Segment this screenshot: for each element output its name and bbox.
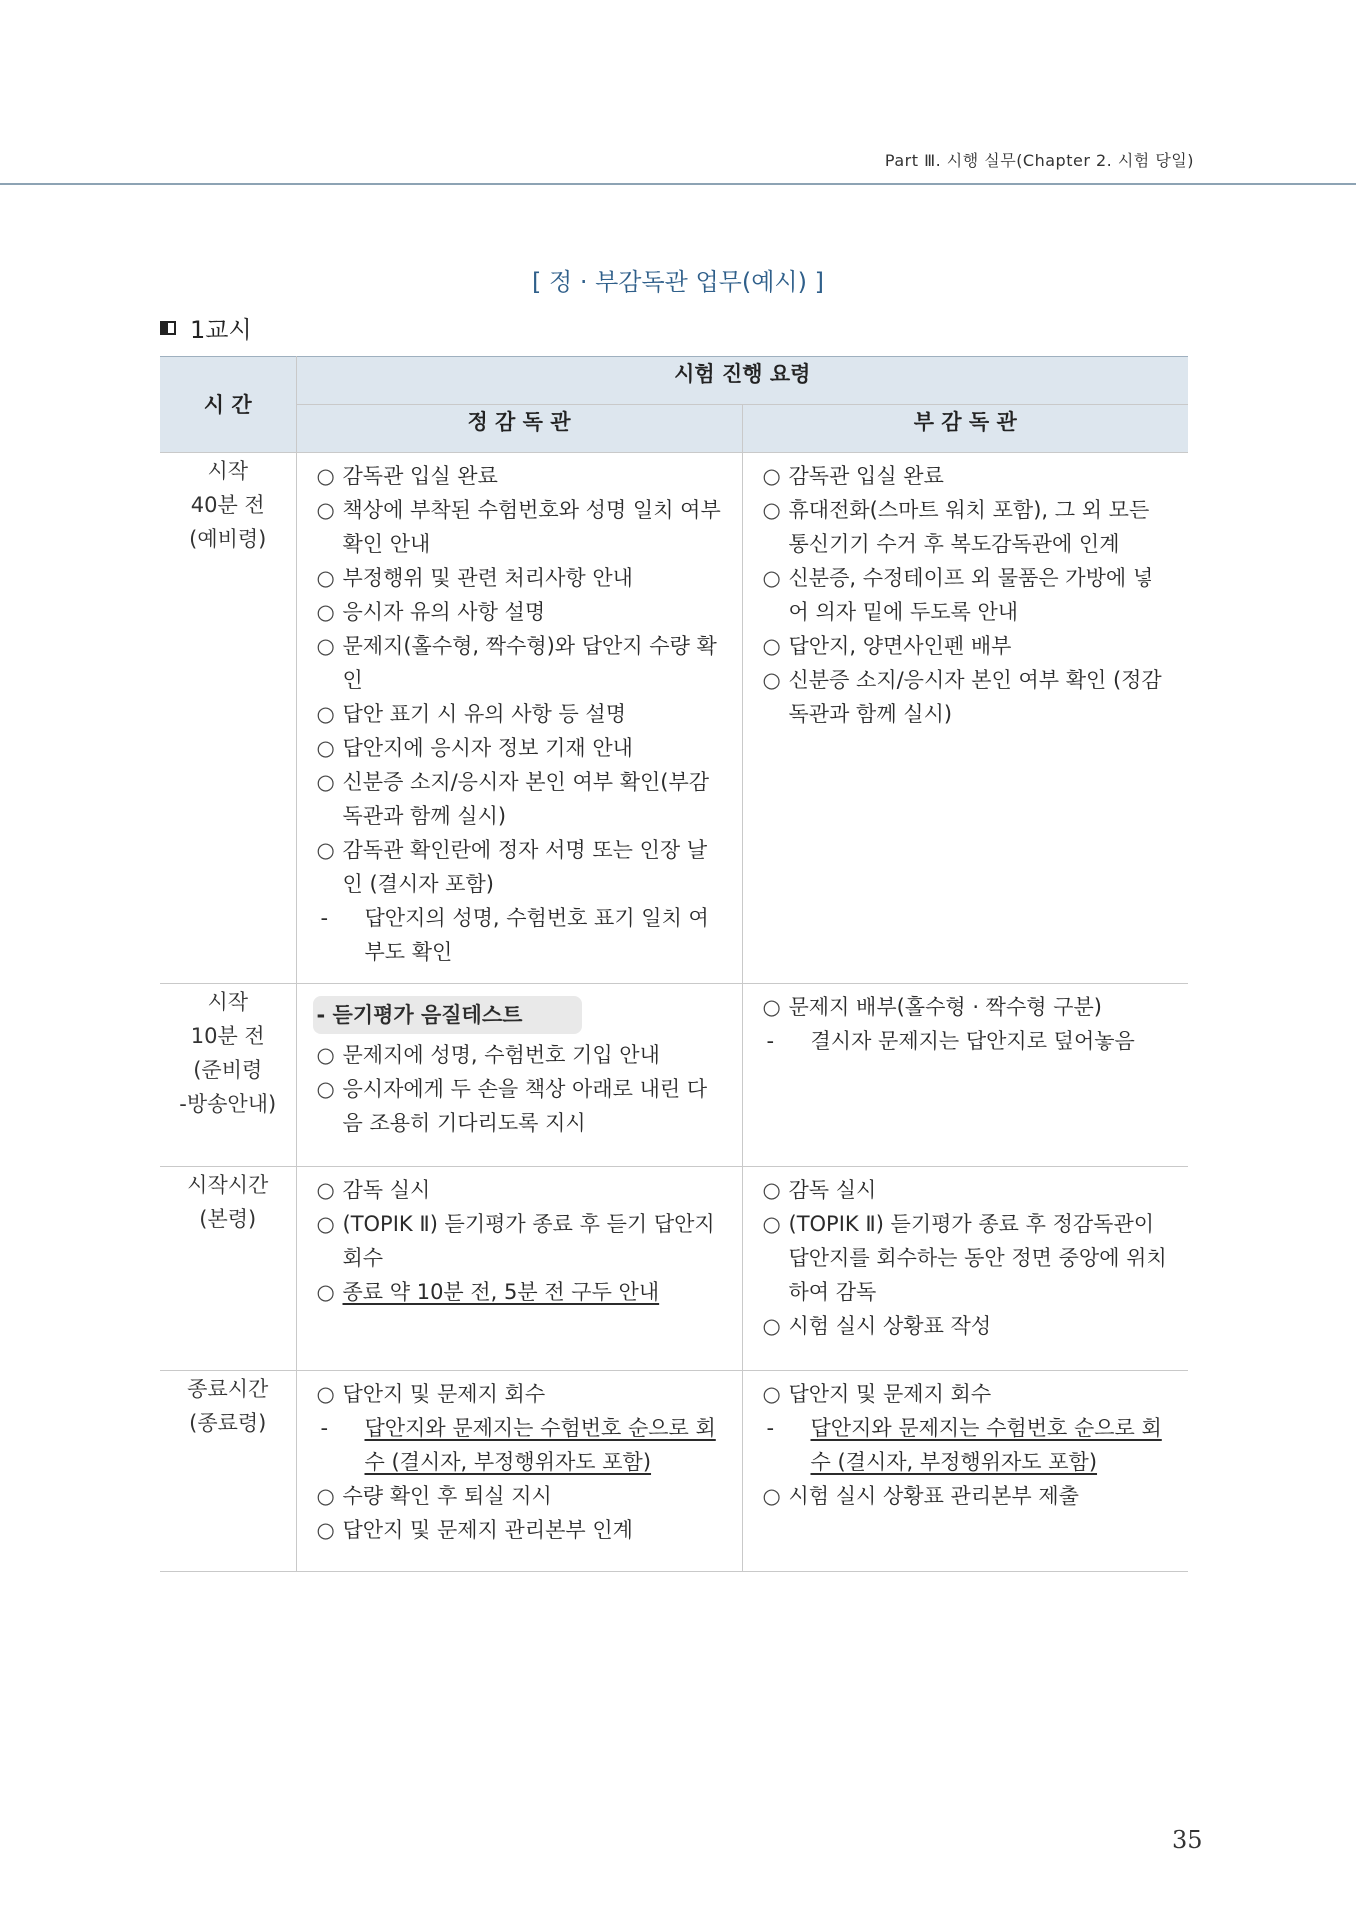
duty-item — [317, 1207, 724, 1275]
document-title: [ 정 · 부감독관 업무(예시) ] — [532, 268, 824, 296]
duty-sub-item-text: 답안지의 성명, 수험번호 표기 일치 여부도 확인 — [364, 906, 709, 964]
duty-item — [317, 731, 724, 765]
duty-sub-item — [763, 1024, 1171, 1058]
duty-sub-item — [317, 1411, 724, 1479]
circle-bullet-icon: ○ — [316, 1178, 335, 1202]
duty-list — [317, 1038, 724, 1140]
circle-bullet-icon: ○ — [316, 1382, 335, 1406]
main-supervisor-cell — [296, 984, 742, 1167]
duty-item-text: 수량 확인 후 퇴실 지시 — [342, 1484, 552, 1508]
time-column-header: 시 간 — [160, 357, 296, 453]
supervisor-duties-table — [160, 356, 1188, 1572]
table-row — [160, 1167, 1188, 1371]
section-label-text: 1교시 — [190, 316, 252, 344]
time-line: (종료령) — [189, 1411, 267, 1435]
duty-item-text: 시험 실시 상황표 관리본부 제출 — [788, 1484, 1079, 1508]
duty-item — [763, 493, 1171, 561]
circle-bullet-icon: ○ — [762, 1382, 781, 1406]
duty-item-text: 문제지에 성명, 수험번호 기입 안내 — [342, 1043, 660, 1067]
duty-item — [317, 1275, 724, 1309]
duty-item-text: 부정행위 및 관련 처리사항 안내 — [342, 566, 633, 590]
duty-item-text: 답안지 및 문제지 회수 — [788, 1382, 992, 1406]
duty-item — [317, 561, 724, 595]
duty-item-text: 응시자에게 두 손을 책상 아래로 내린 다음 조용히 기다리도록 지시 — [342, 1077, 708, 1135]
circle-bullet-icon: ○ — [762, 1314, 781, 1338]
circle-bullet-icon: ○ — [316, 838, 335, 862]
duty-item-text: 신분증, 수정테이프 외 물품은 가방에 넣어 의자 밑에 두도록 안내 — [788, 566, 1154, 624]
duty-item-text: 감독관 입실 완료 — [342, 464, 498, 488]
dash-bullet-icon: - — [766, 1029, 775, 1053]
duty-item-text: 문제지 배부(홀수형 · 짝수형 구분) — [788, 995, 1102, 1019]
duty-item — [317, 459, 724, 493]
duty-list — [317, 1377, 724, 1547]
circle-bullet-icon: ○ — [762, 668, 781, 692]
duty-item — [763, 1377, 1171, 1411]
duty-item — [763, 1173, 1171, 1207]
duty-sub-item-text: 답안지와 문제지는 수험번호 순으로 회수 (결시자, 부정행위자도 포함) — [364, 1416, 716, 1474]
sub-item-wrapper — [763, 1411, 1171, 1479]
duty-list — [763, 990, 1171, 1058]
duty-item — [763, 1479, 1171, 1513]
header-rule — [0, 183, 1356, 185]
circle-bullet-icon: ○ — [316, 702, 335, 726]
sub-item-wrapper — [317, 901, 724, 969]
duty-sub-item — [763, 1411, 1171, 1479]
duty-item — [317, 629, 724, 697]
time-line: 종료시간 — [187, 1377, 269, 1401]
duty-item — [317, 595, 724, 629]
circle-bullet-icon: ○ — [316, 498, 335, 522]
table-row — [160, 1371, 1188, 1572]
duty-item — [317, 1479, 724, 1513]
duty-item-text: 답안지에 응시자 정보 기재 안내 — [342, 736, 633, 760]
procedure-group-header: 시험 진행 요령 — [296, 357, 1188, 405]
time-line: 10분 전 — [190, 1024, 265, 1048]
main-supervisor-cell — [296, 1167, 742, 1371]
assistant-supervisor-cell — [742, 1167, 1188, 1371]
duty-item-text: 신분증 소지/응시자 본인 여부 확인(부감독관과 함께 실시) — [342, 770, 710, 828]
time-cell — [160, 453, 296, 984]
duty-item — [317, 1377, 724, 1411]
circle-bullet-icon: ○ — [316, 1484, 335, 1508]
duty-item-text: 시험 실시 상황표 작성 — [788, 1314, 992, 1338]
duty-item-text: 감독 실시 — [788, 1178, 877, 1202]
circle-bullet-icon: ○ — [762, 566, 781, 590]
time-line: (본령) — [199, 1207, 257, 1231]
dash-bullet-icon: - — [320, 1416, 329, 1440]
table-row — [160, 453, 1188, 984]
sub-item-wrapper — [763, 1024, 1171, 1058]
dash-bullet-icon: - — [766, 1416, 775, 1440]
duty-list — [763, 1173, 1171, 1343]
circle-bullet-icon: ○ — [762, 1212, 781, 1236]
circle-bullet-icon: ○ — [316, 566, 335, 590]
duty-item — [317, 1072, 724, 1140]
time-cell — [160, 1371, 296, 1572]
duty-sub-item-text: 답안지와 문제지는 수험번호 순으로 회수 (결시자, 부정행위자도 포함) — [810, 1416, 1162, 1474]
circle-bullet-icon: ○ — [316, 1212, 335, 1236]
duty-sub-item-text: 결시자 문제지는 답안지로 덮어놓음 — [810, 1029, 1135, 1053]
time-line: 40분 전 — [190, 493, 265, 517]
duty-item — [763, 561, 1171, 629]
duty-item-text: 종료 약 10분 전, 5분 전 구두 안내 — [342, 1280, 660, 1304]
time-line: 시작시간 — [187, 1173, 269, 1197]
page-number: 35 — [1172, 1826, 1203, 1854]
time-line: (예비령) — [189, 527, 267, 551]
assistant-supervisor-cell — [742, 984, 1188, 1167]
time-cell — [160, 984, 296, 1167]
duty-item-text: 감독 실시 — [342, 1178, 431, 1202]
circle-bullet-icon: ○ — [762, 634, 781, 658]
duty-list — [317, 1173, 724, 1309]
duty-item-text: 응시자 유의 사항 설명 — [342, 600, 546, 624]
duty-item — [763, 990, 1171, 1024]
circle-bullet-icon: ○ — [762, 498, 781, 522]
time-line: 시작 — [207, 990, 249, 1014]
duty-item — [763, 1207, 1171, 1309]
duty-item — [317, 765, 724, 833]
duty-item — [317, 697, 724, 731]
duty-item-text: 답안 표기 시 유의 사항 등 설명 — [342, 702, 626, 726]
section-label — [160, 310, 252, 345]
main-supervisor-cell — [296, 1371, 742, 1572]
duty-item-text: 감독관 입실 완료 — [788, 464, 944, 488]
circle-bullet-icon: ○ — [316, 634, 335, 658]
section-bullet-icon — [160, 319, 178, 337]
duty-item-text: 답안지, 양면사인펜 배부 — [788, 634, 1012, 658]
circle-bullet-icon: ○ — [316, 600, 335, 624]
duty-list — [317, 459, 724, 969]
circle-bullet-icon: ○ — [316, 1518, 335, 1542]
assistant-supervisor-cell — [742, 453, 1188, 984]
sub-item-wrapper — [317, 1411, 724, 1479]
circle-bullet-icon: ○ — [762, 995, 781, 1019]
time-line: -방송안내) — [179, 1092, 277, 1116]
duty-item-text: 문제지(홀수형, 짝수형)와 답안지 수량 확인 — [342, 634, 717, 692]
duty-list — [763, 459, 1171, 731]
duty-item-text: 휴대전화(스마트 워치 포함), 그 외 모든 통신기기 수거 후 복도감독관에 인계 — [788, 498, 1150, 556]
main-supervisor-header: 정 감 독 관 — [296, 405, 742, 453]
duty-item-text: 감독관 확인란에 정자 서명 또는 인장 날인 (결시자 포함) — [342, 838, 708, 896]
time-cell — [160, 1167, 296, 1371]
duty-list — [763, 1377, 1171, 1513]
duty-item — [317, 1038, 724, 1072]
running-header: Part Ⅲ. 시행 실무(Chapter 2. 시험 당일) — [884, 151, 1194, 170]
circle-bullet-icon: ○ — [316, 1077, 335, 1101]
assistant-supervisor-cell — [742, 1371, 1188, 1572]
circle-bullet-icon: ○ — [762, 1484, 781, 1508]
duty-item-text: 책상에 부착된 수험번호와 성명 일치 여부 확인 안내 — [342, 498, 721, 556]
circle-bullet-icon: ○ — [762, 1178, 781, 1202]
duty-item — [763, 629, 1171, 663]
time-line: 시작 — [207, 459, 249, 483]
assistant-supervisor-header: 부 감 독 관 — [742, 405, 1188, 453]
duty-item — [317, 833, 724, 901]
duty-sub-item — [317, 901, 724, 969]
circle-bullet-icon: ○ — [316, 464, 335, 488]
table-row — [160, 984, 1188, 1167]
duty-item — [317, 493, 724, 561]
duty-item — [763, 663, 1171, 731]
duty-item — [317, 1173, 724, 1207]
highlight-box: - 듣기평가 음질테스트 — [313, 996, 583, 1034]
circle-bullet-icon: ○ — [316, 736, 335, 760]
main-supervisor-cell — [296, 453, 742, 984]
circle-bullet-icon: ○ — [316, 1043, 335, 1067]
duty-item — [763, 1309, 1171, 1343]
duty-item-text: 답안지 및 문제지 관리본부 인계 — [342, 1518, 633, 1542]
duty-item — [763, 459, 1171, 493]
dash-bullet-icon: - — [320, 906, 329, 930]
duty-item-text: 신분증 소지/응시자 본인 여부 확인 (정감독관과 함께 실시) — [788, 668, 1162, 726]
duty-item — [317, 1513, 724, 1547]
duty-item-text: 답안지 및 문제지 회수 — [342, 1382, 546, 1406]
circle-bullet-icon: ○ — [316, 770, 335, 794]
time-line: (준비령 — [193, 1058, 263, 1082]
duty-item-text: (TOPIK Ⅱ) 듣기평가 종료 후 정감독관이 답안지를 회수하는 동안 정면 중앙에 위치하여 감독 — [788, 1212, 1167, 1304]
circle-bullet-icon: ○ — [316, 1280, 335, 1304]
circle-bullet-icon: ○ — [762, 464, 781, 488]
duty-item-text: (TOPIK Ⅱ) 듣기평가 종료 후 듣기 답안지 회수 — [342, 1212, 715, 1270]
